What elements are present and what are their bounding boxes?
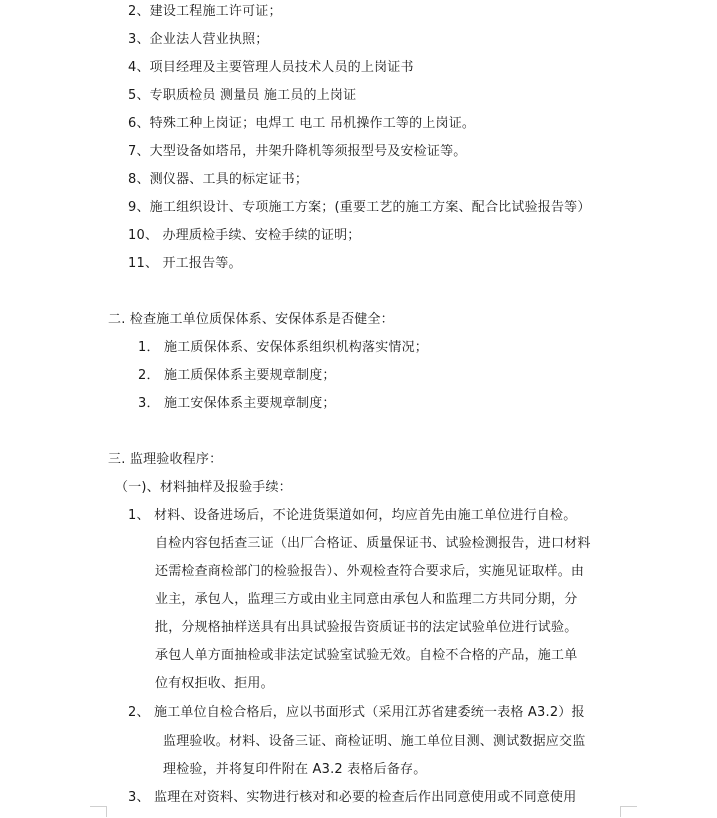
list-item-5: 5、专职质检员 测量员 施工员的上岗证: [128, 88, 357, 103]
paragraph-3-line-1: 3、 监理在对资料、实物进行核对和必要的检查后作出同意使用或不同意使用: [128, 790, 577, 805]
paragraph-1-line-4: 业主，承包人，监理三方或由业主同意由承包人和监理二方共同分期，分: [155, 592, 578, 607]
section-three-heading: 三. 监理验收程序：: [108, 452, 223, 467]
list-item-4: 4、项目经理及主要管理人员技术人员的上岗证书: [128, 60, 414, 75]
paragraph-1-line-5: 批，分规格抽样送具有出具试验报告资质证书的法定试验单位进行试验。: [155, 620, 578, 635]
page-corner-marker-left: [90, 806, 107, 817]
paragraph-1-line-2: 自检内容包括查三证（出厂合格证、质量保证书、试验检测报告，进口材料: [155, 536, 591, 551]
list-item-8: 8、测仪器、工具的标定证书；: [128, 172, 309, 187]
list-item-10: 10、 办理质检手续、安检手续的证明；: [128, 228, 361, 243]
list-item-3: 3、企业法人营业执照；: [128, 32, 269, 47]
section-two-item-1: 1． 施工质保体系、安保体系组织机构落实情况；: [138, 340, 429, 355]
paragraph-2-line-1: 2、 施工单位自检合格后，应以书面形式（采用江苏省建委统一表格 A3.2）报: [128, 705, 585, 720]
section-two-heading: 二. 检查施工单位质保体系、安保体系是否健全：: [108, 312, 394, 327]
section-three-subheading: （一)、材料抽样及报验手续：: [115, 480, 292, 495]
paragraph-1-line-6: 承包人单方面抽检或非法定试验室试验无效。自检不合格的产品，施工单: [155, 648, 578, 663]
section-two-item-2: 2． 施工质保体系主要规章制度；: [138, 368, 336, 383]
list-item-9: 9、施工组织设计、专项施工方案；(重要工艺的施工方案、配合比试验报告等）: [128, 200, 591, 215]
list-item-7: 7、大型设备如塔吊，井架升降机等须报型号及安检证等。: [128, 144, 467, 159]
paragraph-1-line-3: 还需检查商检部门的检验报告）、外观检查符合要求后，实施见证取样。由: [155, 564, 585, 579]
paragraph-2-line-3: 理检验，并将复印件附在 A3.2 表格后备存。: [163, 762, 427, 777]
list-item-2: 2、建设工程施工许可证；: [128, 4, 282, 19]
list-item-11: 11、 开工报告等。: [128, 256, 242, 271]
list-item-6: 6、特殊工种上岗证；电焊工 电工 吊机操作工等的上岗证。: [128, 116, 476, 131]
page-corner-marker-right: [620, 806, 637, 817]
paragraph-2-line-2: 监理验收。材料、设备三证、商检证明、施工单位目测、测试数据应交监: [163, 734, 586, 749]
paragraph-1-line-7: 位有权拒收、拒用。: [155, 676, 274, 691]
paragraph-1-line-1: 1、 材料、设备进场后，不论进货渠道如何，均应首先由施工单位进行自检。: [128, 508, 577, 523]
section-two-item-3: 3． 施工安保体系主要规章制度；: [138, 396, 336, 411]
